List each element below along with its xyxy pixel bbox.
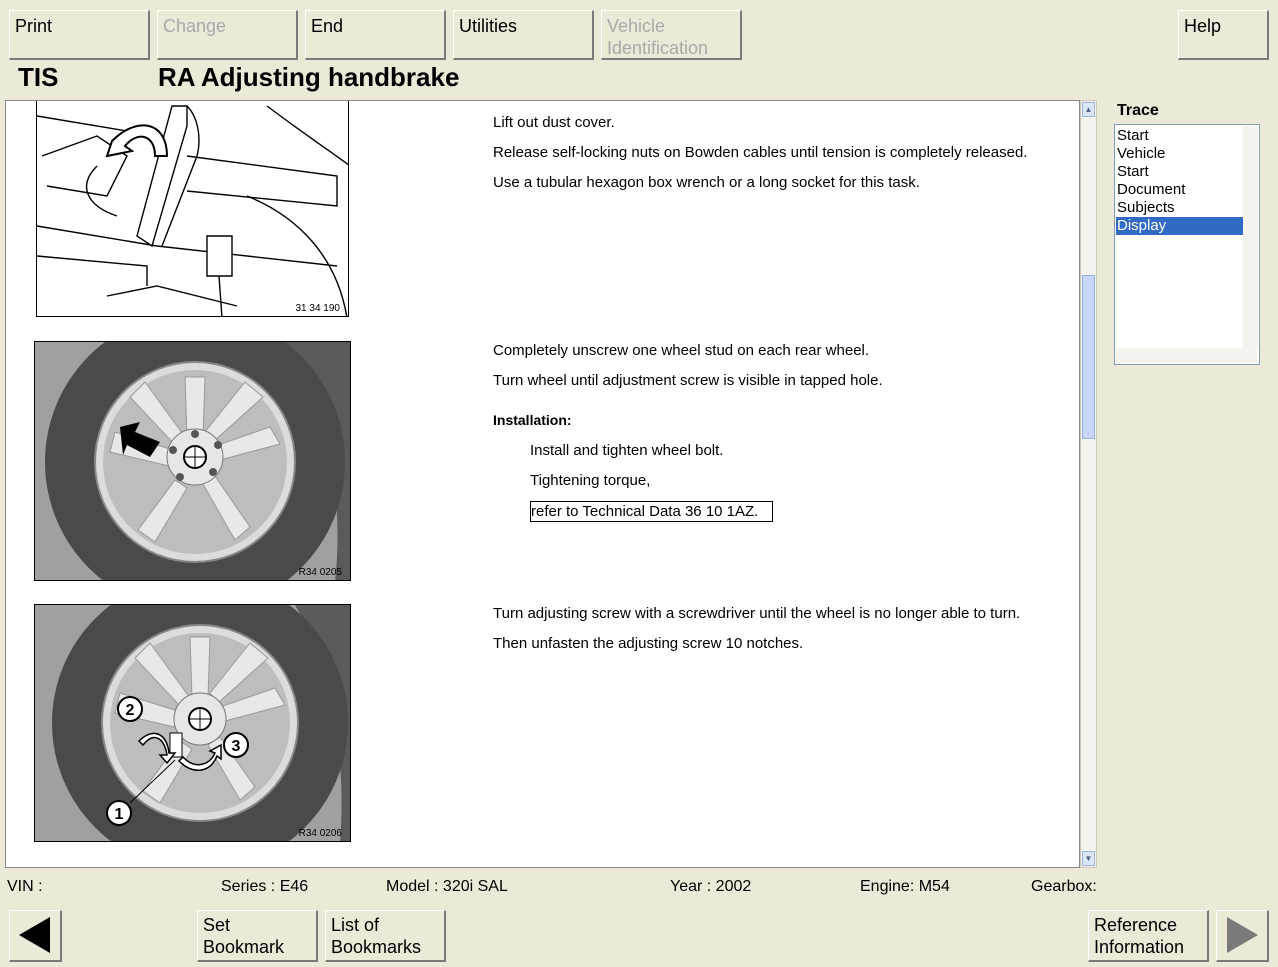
callout-1: 1 (114, 806, 124, 823)
wheel-adjust-drawing (35, 605, 351, 842)
trace-hscrollbar[interactable] (1116, 348, 1257, 363)
instruction-text: Turn wheel until adjustment screw is visible in tapped hole. (493, 372, 883, 389)
end-button[interactable] (305, 10, 446, 60)
handbrake-drawing (37, 100, 349, 317)
print-button[interactable] (9, 10, 150, 60)
instruction-text: Use a tubular hexagon box wrench or a long socket for this task. (493, 174, 920, 191)
technical-data-link[interactable]: refer to Technical Data 36 10 1AZ. (530, 501, 773, 522)
document-content[interactable] (5, 100, 1080, 868)
content-scrollbar[interactable] (1080, 100, 1097, 868)
print-label: Print (15, 16, 53, 36)
utilities-label: Utilities (459, 16, 518, 36)
trace-scrollbar[interactable] (1243, 126, 1258, 348)
vehicle-id-label-line1: Vehicle (607, 16, 666, 36)
year-field: Year : 2002 (670, 878, 752, 895)
series-field: Series : E46 (221, 878, 309, 895)
trace-item-selected[interactable]: Display (1116, 217, 1243, 235)
help-label: Help (1184, 16, 1222, 36)
vehicle-identification-button[interactable] (601, 10, 742, 60)
instruction-text: Completely unscrew one wheel stud on each rear wheel. (493, 342, 870, 359)
app-title: TIS (18, 62, 59, 92)
reference-line1: Reference (1094, 915, 1178, 935)
reference-line2: Information (1094, 937, 1185, 957)
trace-label: Trace (1117, 102, 1159, 119)
engine-field: Engine: M54 (860, 878, 950, 895)
forward-button[interactable] (1216, 910, 1269, 962)
instruction-text: Install and tighten wheel bolt. (530, 442, 724, 459)
scroll-down-icon[interactable]: ▼ (1082, 851, 1095, 866)
set-bookmark-button[interactable] (197, 910, 318, 962)
vehicle-id-label-line2: Identification (607, 38, 709, 58)
image-code: 31 34 190 (295, 303, 340, 314)
scroll-up-icon[interactable]: ▲ (1082, 102, 1095, 117)
handbrake-illustration (36, 100, 349, 317)
list-bookmarks-button[interactable] (325, 910, 446, 962)
list-bookmarks-line1: List of (331, 915, 380, 935)
set-bookmark-line1: Set (203, 915, 231, 935)
callout-3: 3 (231, 738, 241, 755)
instruction-text: Release self-locking nuts on Bowden cables until tension is completely released. (493, 144, 1028, 161)
reference-information-button[interactable] (1088, 910, 1209, 962)
back-button[interactable] (9, 910, 62, 962)
instruction-text: Turn adjusting screw with a screwdriver until the wheel is no longer able to turn. (493, 605, 1021, 622)
trace-list[interactable] (1114, 124, 1260, 365)
wheel-drawing (35, 342, 351, 581)
trace-item[interactable]: Start (1117, 127, 1149, 144)
page-title: RA Adjusting handbrake (158, 62, 460, 92)
wheel-adjust-illustration (34, 604, 351, 842)
trace-item[interactable]: Document (1117, 181, 1186, 198)
utilities-button[interactable] (453, 10, 594, 60)
set-bookmark-line2: Bookmark (203, 937, 285, 957)
trace-item[interactable]: Start (1117, 163, 1149, 180)
installation-heading: Installation: (493, 412, 572, 428)
instruction-text: Lift out dust cover. (493, 114, 615, 131)
list-bookmarks-line2: Bookmarks (331, 937, 422, 957)
callout-2: 2 (125, 702, 135, 719)
forward-arrow-icon (1217, 911, 1267, 959)
back-arrow-icon (10, 911, 60, 959)
wheel-illustration (34, 341, 351, 581)
vin-field: VIN : (7, 878, 43, 895)
end-label: End (311, 16, 344, 36)
trace-item[interactable]: Subjects (1117, 199, 1175, 216)
change-button[interactable] (157, 10, 298, 60)
help-button[interactable] (1178, 10, 1269, 60)
trace-item[interactable]: Vehicle (1117, 145, 1166, 162)
instruction-text: Tightening torque, (530, 472, 651, 489)
model-field: Model : 320i SAL (386, 878, 508, 895)
image-code: R34 0205 (298, 567, 342, 578)
image-code: R34 0206 (298, 828, 342, 839)
scroll-thumb[interactable] (1082, 275, 1095, 439)
gearbox-field: Gearbox: (1031, 878, 1097, 895)
change-label: Change (163, 16, 227, 36)
instruction-text: Then unfasten the adjusting screw 10 notches. (493, 635, 804, 652)
